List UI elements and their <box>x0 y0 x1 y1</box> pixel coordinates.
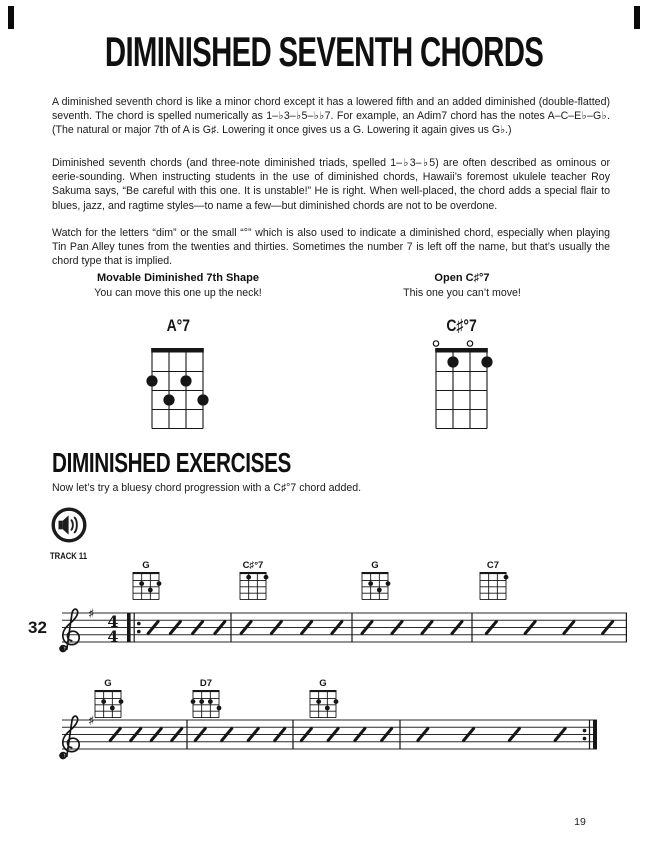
chord-symbol: G <box>142 560 150 571</box>
shape-heading: Open C♯°7 <box>434 272 490 284</box>
chord-diagram-a-dim7 <box>146 340 210 433</box>
scan-artifact-top-right <box>634 6 640 29</box>
chord-diagram <box>310 678 339 718</box>
finger-dot <box>447 356 458 367</box>
chord-diagram <box>191 678 222 718</box>
time-signature-bottom: 4 <box>107 626 119 646</box>
chord-diagram <box>133 560 162 600</box>
music-system-1 <box>0 558 648 668</box>
start-repeat-sign <box>127 613 131 642</box>
finger-dot <box>481 356 492 367</box>
finger-dot <box>146 375 157 386</box>
chord-diagram <box>240 560 269 600</box>
chord-symbol: D7 <box>199 678 213 689</box>
chord-diagram <box>362 560 391 600</box>
speaker-icon <box>50 506 88 544</box>
nut <box>151 348 204 353</box>
exercise-intro: Now let’s try a bluesy chord progression with a C♯°7 chord added. <box>52 482 362 494</box>
chord-diagram <box>480 560 509 600</box>
paragraph-2: Diminished seventh chords (and three-note diminished triads, spelled 1–♭3–♭5) are often described as ominous or eerie-sounding. When instructing students in the use of diminished chords, Hawaii’s foremost ukulele teacher Roy Sakuma says, “Be careful with this one. It is unstable!” He is right. When well-placed, the chord adds a special flair to blues, jazz, and ragtime styles—to name a few—but diminished chords are not to be overdone. <box>52 156 610 212</box>
chord-symbol: A°7 <box>166 316 190 335</box>
audio-track-box <box>50 506 110 561</box>
measure-number: 32 <box>28 618 47 637</box>
finger-dot <box>163 394 174 405</box>
key-signature-sharp: ♯ <box>88 714 95 729</box>
staff <box>0 676 648 786</box>
chord-symbol: C♯°7 <box>446 316 478 335</box>
time-signature-top: 4 <box>107 611 119 631</box>
nut <box>435 348 488 353</box>
movable-shape-example <box>60 272 296 433</box>
chord-symbol: G <box>371 560 379 571</box>
paragraph-3: Watch for the letters “dim” or the small “°” which is also used to indicate a diminished chord, especially when playing Tin Pan Alley tunes from the twenties and thirties. Sometimes the number 7 is left off the name, but that’s usually the chord type that is implied. <box>52 226 610 268</box>
open-shape-example <box>344 272 580 433</box>
open-string-marker <box>433 341 438 346</box>
end-repeat-sign <box>593 720 597 749</box>
scan-artifact-top-left <box>8 6 14 29</box>
key-signature-sharp: ♯ <box>88 607 95 622</box>
section-heading: DIMINISHED EXERCISES <box>52 447 291 478</box>
shape-caption: You can move this one up the neck! <box>94 287 262 299</box>
treble-clef-icon <box>60 716 79 758</box>
open-string-marker <box>467 341 472 346</box>
page-number: 19 <box>574 816 586 828</box>
shape-caption: This one you can’t move! <box>403 287 521 299</box>
music-system-2 <box>0 676 648 786</box>
staff <box>0 558 648 668</box>
chord-diagram-csharp-dim7 <box>430 340 494 433</box>
track-label: TRACK 11 <box>50 551 87 561</box>
chord-symbol: G <box>319 678 327 689</box>
chord-diagram <box>95 678 124 718</box>
paragraph-1: A diminished seventh chord is like a minor chord except it has a lowered fifth and an added diminished (double-flatted) seventh. The chord is spelled numerically as 1–♭3–♭5–♭♭7. For example, an Adim7 chord has the notes A–C–E♭–G♭. (The natural or major 7th of A is G♯. Lowering it once gives us a G. Lowering it again gives us G♭.) <box>52 95 610 137</box>
treble-clef-icon <box>60 609 79 651</box>
chord-symbol: C♯°7 <box>242 560 264 571</box>
finger-dot <box>197 394 208 405</box>
finger-dot <box>180 375 191 386</box>
chord-symbol: G <box>104 678 112 689</box>
page-title: DIMINISHED SEVENTH CHORDS <box>104 28 544 75</box>
shape-heading: Movable Diminished 7th Shape <box>97 272 259 284</box>
chord-symbol: C7 <box>486 560 500 571</box>
